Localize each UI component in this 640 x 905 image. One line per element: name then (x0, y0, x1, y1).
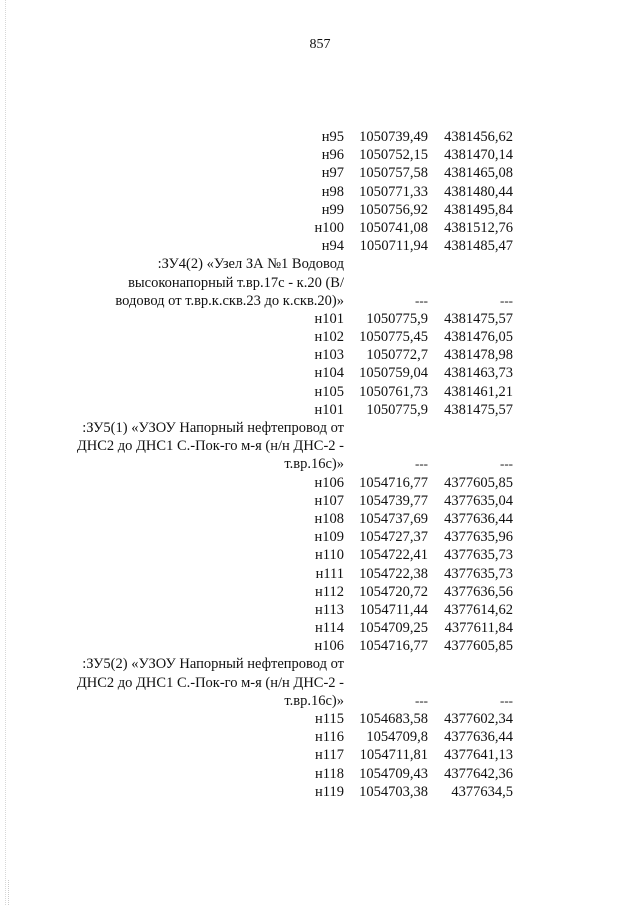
x-coordinate: 1054720,72 (359, 583, 428, 600)
y-coordinate: 4381475,57 (444, 401, 513, 418)
point-id: н100 (314, 219, 344, 236)
y-coordinate: 4381485,47 (444, 238, 513, 255)
point-id: н108 (314, 510, 344, 527)
coordinate-row (0, 510, 640, 528)
point-id: н94 (321, 238, 344, 255)
point-id: н118 (315, 765, 344, 782)
x-coordinate: 1054727,37 (359, 529, 428, 546)
coordinate-row (0, 401, 640, 419)
point-id: н95 (321, 129, 344, 145)
coordinate-row (0, 346, 640, 364)
point-id: н113 (315, 601, 344, 618)
y-coordinate: 4381512,76 (444, 219, 513, 236)
y-coordinate: 4377636,44 (444, 729, 513, 746)
page-number: 857 (309, 37, 331, 52)
coordinate-row (0, 474, 640, 492)
x-coordinate: 1054716,77 (359, 474, 428, 491)
parcel-section (0, 255, 640, 419)
coordinate-row (0, 637, 640, 655)
point-id: н114 (315, 620, 344, 637)
point-id: н105 (314, 383, 344, 400)
x-placeholder-dash: --- (415, 456, 428, 472)
y-coordinate: 4377611,84 (444, 620, 513, 637)
parcel-title-line: :ЗУ4(2) «Узел ЗА №1 Водовод (157, 256, 344, 273)
point-id: н107 (314, 492, 344, 509)
parcel-title-line: высоконапорный т.вр.17с - к.20 (В/ (128, 274, 344, 291)
y-coordinate: 4381475,57 (444, 310, 513, 327)
y-coordinate: 4381495,84 (444, 201, 513, 218)
y-coordinate: 4377602,34 (444, 711, 513, 727)
parcel-title-line: :ЗУ5(2) «УЗОУ Напорный нефтепровод от (82, 656, 344, 673)
coordinate-row (0, 383, 640, 401)
point-id: н117 (315, 747, 344, 764)
x-coordinate: 1050771,33 (359, 183, 428, 200)
x-coordinate: 1050741,08 (359, 219, 428, 236)
point-id: н98 (321, 183, 344, 200)
y-placeholder-dash: --- (500, 456, 513, 472)
y-coordinate: 4377636,44 (444, 510, 513, 527)
coordinate-row (0, 219, 640, 237)
x-coordinate: 1054703,38 (359, 783, 428, 800)
coordinates-document (0, 128, 640, 801)
point-id: н101 (314, 401, 344, 418)
parcel-title-line: :ЗУ5(1) «УЗОУ Напорный нефтепровод от (82, 420, 344, 436)
x-coordinate: 1050757,58 (359, 165, 428, 182)
coordinate-row (0, 765, 640, 783)
parcel-title-line: т.вр.16с)» (284, 692, 344, 709)
point-id: н109 (314, 529, 344, 546)
y-coordinate: 4381463,73 (444, 365, 513, 382)
point-id: н111 (315, 565, 344, 582)
y-coordinate: 4377635,04 (444, 492, 513, 509)
x-coordinate: 1050775,45 (359, 329, 428, 346)
point-id: н99 (321, 201, 344, 218)
x-coordinate: 1050775,9 (366, 310, 428, 327)
coordinate-row (0, 201, 640, 219)
coordinate-row (0, 237, 640, 255)
y-placeholder-dash: --- (500, 292, 513, 308)
parcel-title-line: ДНС2 до ДНС1 С.-Пок-го м-я (н/н ДНС-2 - (76, 438, 344, 455)
coordinate-row (0, 583, 640, 601)
parcel-title (0, 255, 640, 310)
x-coordinate: 1054722,41 (359, 547, 428, 564)
x-coordinate: 1054716,77 (359, 638, 428, 655)
parcel-title-line: ДНС2 до ДНС1 С.-Пок-го м-я (н/н ДНС-2 - (76, 674, 344, 691)
y-coordinate: 4377635,73 (444, 565, 513, 582)
y-coordinate: 4377605,85 (444, 474, 513, 491)
x-coordinate: 1054683,58 (359, 711, 428, 727)
parcel-title (0, 419, 640, 474)
parcel-section (0, 419, 640, 655)
coordinate-row (0, 710, 640, 728)
x-coordinate: 1054709,25 (359, 620, 428, 637)
coordinate-row (0, 164, 640, 182)
point-id: н102 (314, 329, 344, 346)
point-id: н116 (315, 729, 344, 746)
point-id: н115 (315, 711, 344, 727)
y-coordinate: 4377636,56 (444, 583, 513, 600)
point-id: н106 (314, 474, 344, 491)
x-coordinate: 1050759,04 (359, 365, 428, 382)
coordinate-row (0, 492, 640, 510)
y-coordinate: 4377635,96 (444, 529, 513, 546)
point-id: н119 (315, 783, 344, 800)
parcel-title-line: водовод от т.вр.к.скв.23 до к.скв.20)» (115, 292, 344, 309)
x-coordinate: 1054709,8 (366, 729, 428, 746)
x-coordinate: 1054722,38 (359, 565, 428, 582)
point-id: н106 (314, 638, 344, 655)
x-coordinate: 1054711,44 (359, 601, 428, 618)
x-coordinate: 1050775,9 (366, 401, 428, 418)
y-coordinate: 4377635,73 (444, 547, 513, 564)
x-coordinate: 1050756,92 (359, 201, 428, 218)
point-id: н112 (315, 583, 344, 600)
y-coordinate: 4377642,36 (444, 765, 513, 782)
y-coordinate: 4381478,98 (444, 347, 513, 364)
coordinate-row (0, 783, 640, 801)
x-coordinate: 1050761,73 (359, 383, 428, 400)
scan-edge-mark (8, 880, 10, 905)
coordinate-row (0, 146, 640, 164)
x-coordinate: 1050739,49 (359, 129, 428, 145)
coordinate-row (0, 619, 640, 637)
point-id: н97 (321, 165, 344, 182)
y-coordinate: 4381480,44 (444, 183, 513, 200)
y-coordinate: 4377614,62 (444, 601, 513, 618)
x-coordinate: 1050752,15 (359, 147, 428, 164)
point-id: н110 (315, 547, 344, 564)
y-coordinate: 4381476,05 (444, 329, 513, 346)
y-coordinate: 4381461,21 (444, 383, 513, 400)
y-coordinate: 4381470,14 (444, 147, 513, 164)
parcel-section (0, 128, 640, 255)
x-coordinate: 1054711,81 (359, 747, 428, 764)
coordinate-row (0, 183, 640, 201)
x-coordinate: 1050772,7 (366, 347, 428, 364)
y-coordinate: 4377641,13 (444, 747, 513, 764)
point-id: н104 (314, 365, 344, 382)
point-id: н103 (314, 347, 344, 364)
coordinate-row (0, 565, 640, 583)
parcel-title (0, 655, 640, 710)
coordinate-row (0, 728, 640, 746)
coordinate-row (0, 601, 640, 619)
x-coordinate: 1050711,94 (359, 238, 428, 255)
coordinate-row (0, 528, 640, 546)
parcel-section (0, 655, 640, 801)
parcel-title-line: т.вр.16с)» (284, 456, 344, 473)
y-placeholder-dash: --- (500, 692, 513, 708)
x-coordinate: 1054737,69 (359, 510, 428, 527)
y-coordinate: 4377605,85 (444, 638, 513, 655)
coordinate-row (0, 310, 640, 328)
x-placeholder-dash: --- (415, 292, 428, 308)
coordinate-row (0, 546, 640, 564)
coordinate-row (0, 128, 640, 146)
coordinate-row (0, 746, 640, 764)
y-coordinate: 4381465,08 (444, 165, 513, 182)
point-id: н96 (321, 147, 344, 164)
x-coordinate: 1054709,43 (359, 765, 428, 782)
x-coordinate: 1054739,77 (359, 492, 428, 509)
point-id: н101 (314, 310, 344, 327)
coordinate-row (0, 364, 640, 382)
y-coordinate: 4377634,5 (451, 783, 513, 800)
coordinate-row (0, 328, 640, 346)
y-coordinate: 4381456,62 (444, 129, 513, 145)
x-placeholder-dash: --- (415, 692, 428, 708)
